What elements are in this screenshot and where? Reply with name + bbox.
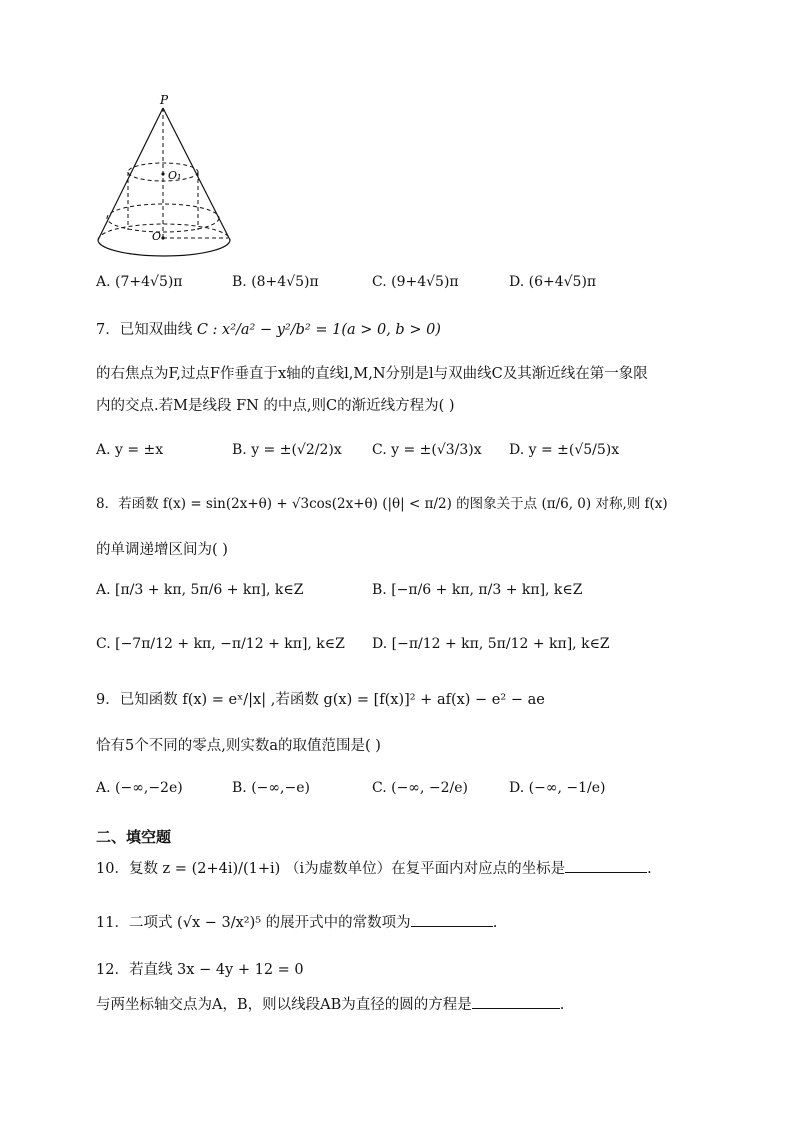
q7-option-c: C. y = ±(√3/3)x <box>372 442 482 458</box>
q9-option-d: D. (−∞, −1/e) <box>509 780 606 796</box>
q6-option-c: C. (9+4√5)π <box>372 274 459 290</box>
q6-option-a: A. (7+4√5)π <box>96 274 183 290</box>
q12-text: 与两坐标轴交点为A，B，则以线段AB为直径的圆的方程是 <box>96 997 472 1013</box>
q7-line3: 内的交点.若M是线段 FN 的中点,则C的渐近线方程为( ) <box>96 398 455 414</box>
q9-line2: 恰有5个不同的零点,则实数a的取值范围是( ) <box>96 738 381 754</box>
q9-option-c: C. (−∞, −2/e) <box>372 780 468 796</box>
point-o <box>161 236 164 239</box>
q8-option-c: C. [−7π/12 + kπ, −π/12 + kπ], k∈Z <box>96 636 345 652</box>
q8-option-b: B. [−π/6 + kπ, π/3 + kπ], k∈Z <box>372 582 583 598</box>
section-title: 二、填空题 <box>96 828 172 846</box>
q8-option-d: D. [−π/12 + kπ, 5π/12 + kπ], k∈Z <box>372 636 610 652</box>
q7-option-a: A. y = ±x <box>96 442 164 458</box>
point-o1 <box>161 172 164 175</box>
q10-end: . <box>647 861 652 877</box>
q8-line2: 的单调递增区间为( ) <box>96 542 228 558</box>
q6-option-b: B. (8+4√5)π <box>232 274 319 290</box>
q11-end: . <box>492 915 498 931</box>
q7-line2: 的右焦点为F,过点F作垂直于x轴的直线l,M,N分别是l与双曲线C及其渐近线在第一象限 <box>96 366 648 382</box>
label-p: P <box>160 93 169 107</box>
q9-stem: 9．已知函数 f(x) = eˣ/|x| ,若函数 g(x) = [f(x)]² + af(x) − e² − ae <box>96 692 545 708</box>
q7-hyperbola: C : x²/a² − y²/b² = 1(a > 0, b > 0) <box>196 322 441 338</box>
q10-stem <box>96 858 652 879</box>
q12-answer-blank[interactable] <box>472 994 560 1009</box>
cone-base-front <box>98 240 230 256</box>
q6-option-d: D. (6+4√5)π <box>509 274 597 290</box>
q11-stem <box>96 912 497 933</box>
q7-option-d: D. y = ±(√5/5)x <box>509 442 620 458</box>
q11-answer-blank[interactable] <box>411 912 493 927</box>
q7-prefix: 7．已知双曲线 <box>96 322 193 338</box>
cone-figure <box>90 90 250 260</box>
q12-end: . <box>559 997 565 1013</box>
label-o1: O₁ <box>168 169 182 182</box>
q10-answer-blank[interactable] <box>565 858 647 873</box>
q7-stem <box>96 320 441 340</box>
q12-line1: 12．若直线 3x − 4y + 12 = 0 <box>96 962 304 978</box>
q9-option-b: B. (−∞,−e) <box>232 780 310 796</box>
q12-line2 <box>96 994 564 1015</box>
q8-stem: 8．若函数 f(x) = sin(2x+θ) + √3cos(2x+θ) (|θ| < π/2) 的图象关于点 (π/6, 0) 对称,则 f(x) <box>96 496 668 512</box>
q10-text: 10．复数 z = (2+4i)/(1+i) （i为虚数单位）在复平面内对应点的坐标是 <box>96 861 566 877</box>
q11-text: 11．二项式 (√x − 3/x²)⁵ 的展开式中的常数项为 <box>96 915 411 931</box>
cone-left-edge <box>98 108 163 240</box>
q8-option-a: A. [π/3 + kπ, 5π/6 + kπ], k∈Z <box>96 582 304 598</box>
label-o: O <box>152 230 162 243</box>
q7-option-b: B. y = ±(√2/2)x <box>232 442 342 458</box>
q9-option-a: A. (−∞,−2e) <box>96 780 183 796</box>
